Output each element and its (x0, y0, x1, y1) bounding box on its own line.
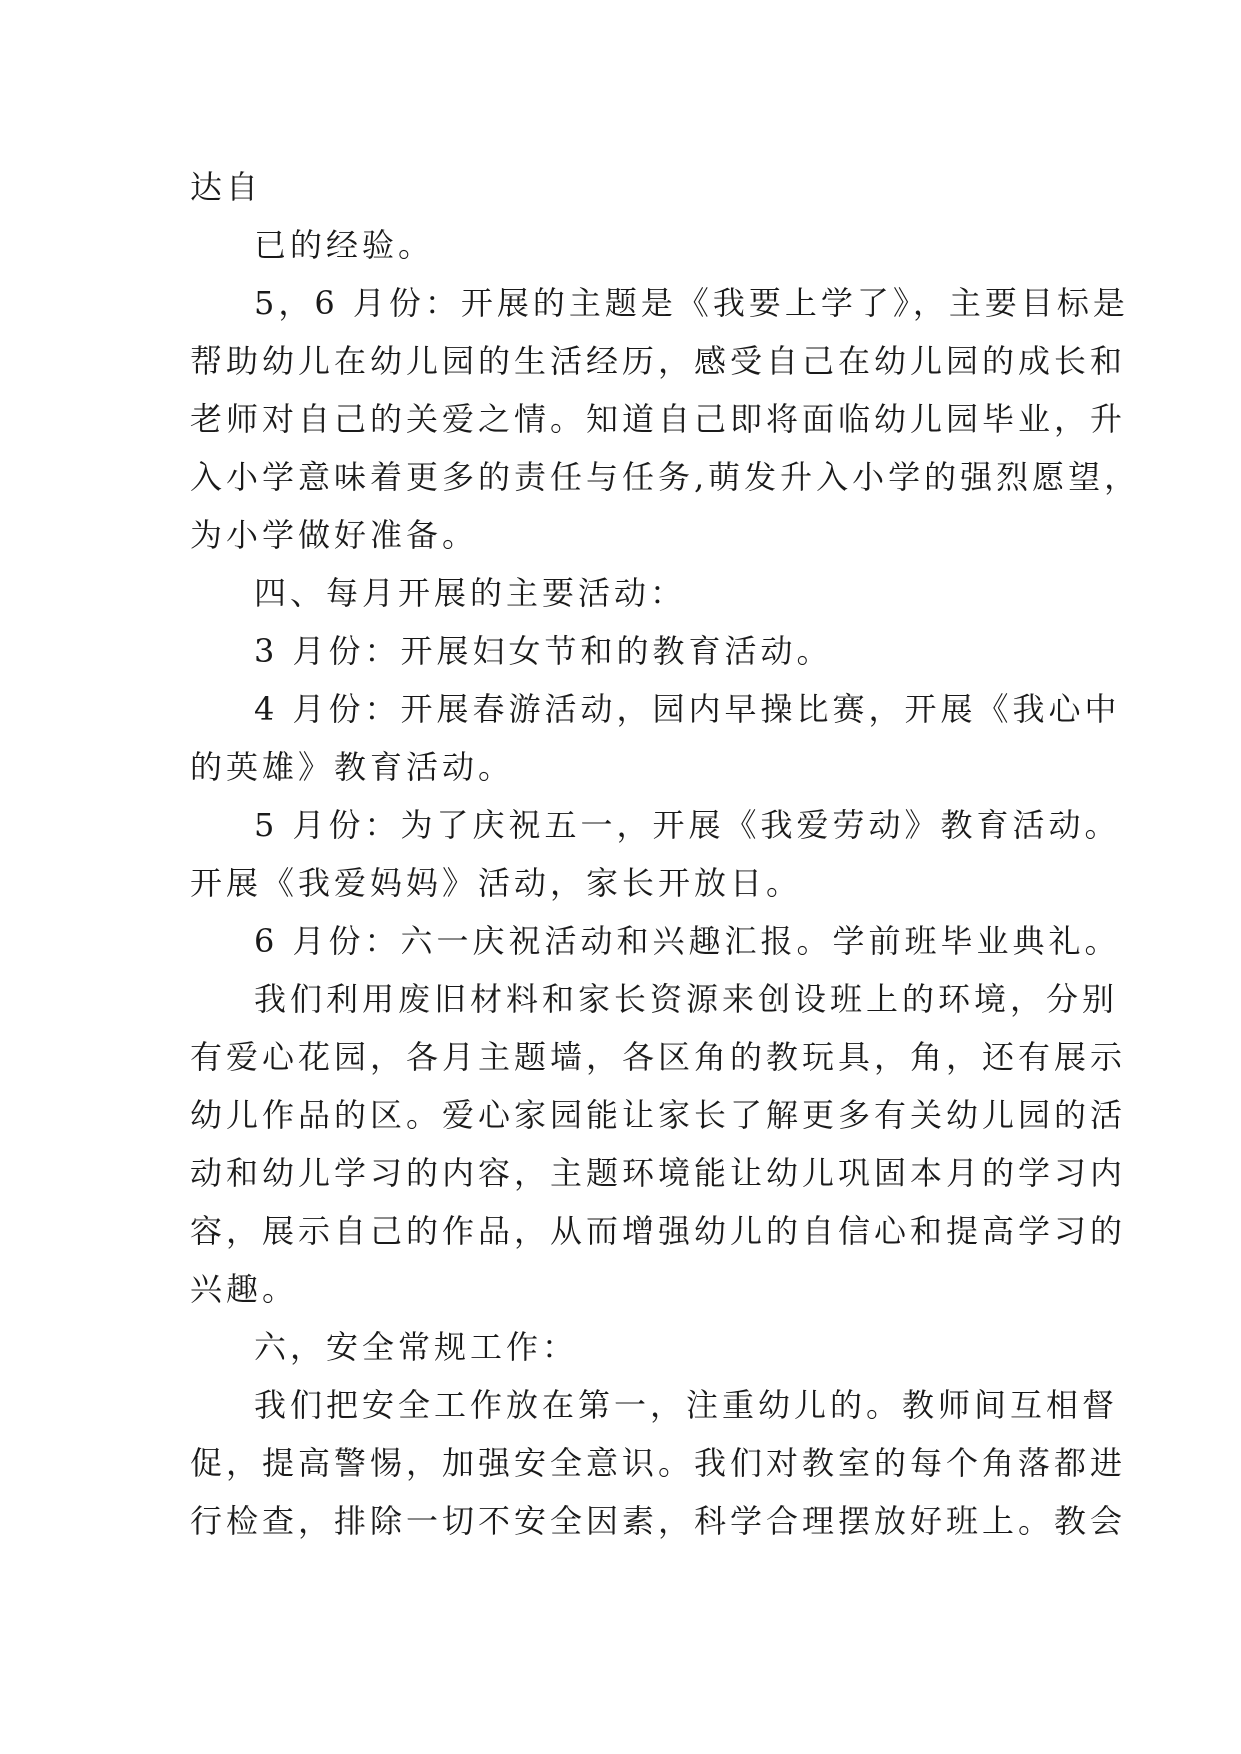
text-line: 容，展示自己的作品，从而增强幼儿的自信心和提高学习的 (190, 1212, 1127, 1250)
text-line: 我们把安全工作放在第一，注重幼儿的。教师间互相督 (254, 1386, 1119, 1424)
text-line: 开展《我爱妈妈》活动，家长开放日。 (190, 864, 803, 902)
text-line: 四、每月开展的主要活动： (254, 574, 687, 612)
text-line: 幼儿作品的区。爱心家园能让家长了解更多有关幼儿园的活 (190, 1096, 1127, 1134)
body-text (190, 158, 1141, 1550)
text-line: 已的经验。 (254, 226, 435, 264)
text-line: 为小学做好准备。 (190, 516, 479, 554)
text-line: 3 月份：开展妇女节和的教育活动。 (254, 632, 833, 670)
text-line: 入小学意味着更多的责任与任务,萌发升入小学的强烈愿望， (190, 458, 1141, 496)
text-line: 行检查，排除一切不安全因素，科学合理摆放好班上。教会 (190, 1502, 1127, 1540)
text-line: 动和幼儿学习的内容，主题环境能让幼儿巩固本月的学习内 (190, 1154, 1127, 1192)
text-line: 六，安全常规工作： (254, 1328, 579, 1366)
text-line: 6 月份：六一庆祝活动和兴趣汇报。学前班毕业典礼。 (254, 922, 1121, 960)
text-line: 5 月份：为了庆祝五一，开展《我爱劳动》教育活动。 (254, 806, 1121, 844)
text-line: 的英雄》教育活动。 (190, 748, 515, 786)
text-line: 兴趣。 (190, 1270, 299, 1308)
text-line: 达自 (190, 168, 263, 206)
text-line: 4 月份：开展春游活动，园内早操比赛，开展《我心中 (254, 690, 1121, 728)
text-line: 帮助幼儿在幼儿园的生活经历，感受自己在幼儿园的成长和 (190, 342, 1127, 380)
text-line: 我们利用废旧材料和家长资源来创设班上的环境，分别 (254, 980, 1119, 1018)
text-line: 老师对自己的关爱之情。知道自己即将面临幼儿园毕业，升 (190, 400, 1127, 438)
text-line: 促，提高警惕，加强安全意识。我们对教室的每个角落都进 (190, 1444, 1127, 1482)
text-line: 5，6 月份：开展的主题是《我要上学了》，主要目标是 (254, 284, 1129, 322)
text-line: 有爱心花园，各月主题墙，各区角的教玩具，角，还有展示 (190, 1038, 1127, 1076)
